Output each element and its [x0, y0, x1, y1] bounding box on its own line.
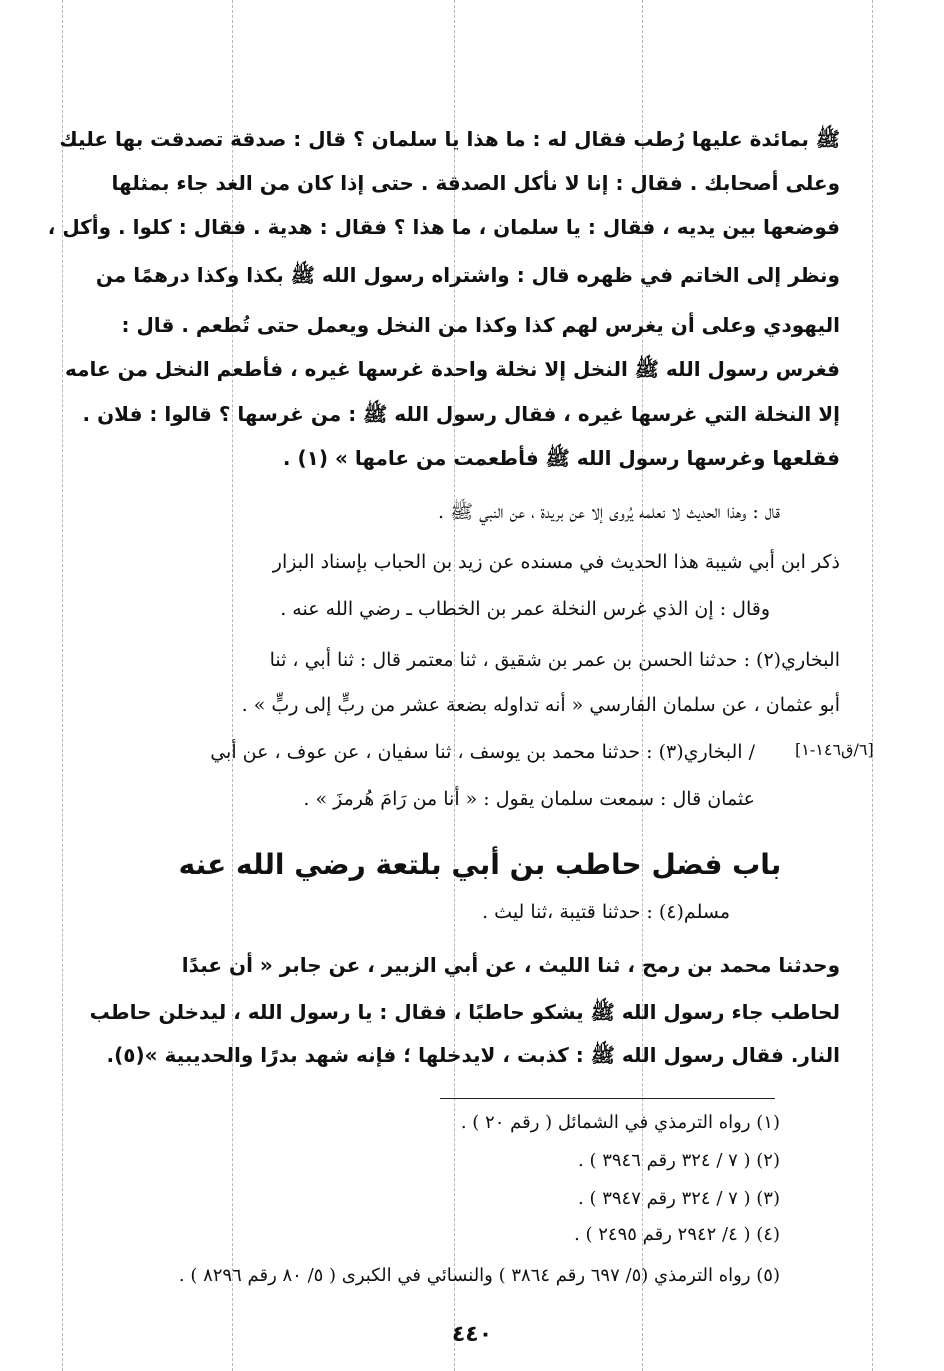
page-number: ٤٤٠	[451, 1322, 493, 1347]
guide-line	[872, 0, 873, 1371]
footnote: (٤) ( ٤/ ٢٩٤٢ رقم ٢٤٩٥ ) .	[574, 1224, 780, 1245]
text-line: لحاطب جاء رسول الله ﷺ يشكو حاطبًا ، فقال : يا رسول الله ، ليدخلن حاطب	[89, 1000, 840, 1024]
text-line: ذكر ابن أبي شيبة هذا الحديث في مسنده عن زيد بن الحباب بإسناد البزار	[272, 551, 840, 573]
text-line: مسلم(٤) : حدثنا قتيبة ،ثنا ليث .	[482, 901, 730, 923]
text-line: عثمان قال : سمعت سلمان يقول : « أنا من رَامَ هُرمزَ » .	[303, 788, 755, 810]
text-line: إلا النخلة التي غرسها غيره ، فقال رسول الله ﷺ : من غرسها ؟ قالوا : فلان .	[82, 402, 840, 426]
margin-manuscript-ref: [٦/ق١٤٦-١]	[795, 740, 874, 759]
commentary-paragraph: قال : وهذا الحديث لا نعلمه يُروى إلا عن بريدة ، عن النبي ﷺ .	[438, 501, 780, 523]
text-line: فقلعها وغرسها رسول الله ﷺ فأطعمت من عامها » (١) .	[282, 446, 840, 470]
guide-line	[62, 0, 63, 1371]
text-line: / البخاري(٣) : حدثنا محمد بن يوسف ، ثنا سفيان ، عن عوف ، عن أبي	[210, 741, 755, 763]
footnote: (٥) رواه الترمذي (٥/ ٦٩٧ رقم ٣٨٦٤ ) والنسائي في الكبرى ( ٥/ ٨٠ رقم ٨٢٩٦ ) .	[178, 1265, 780, 1286]
section-heading: باب فضل حاطب بن أبي بلتعة رضي الله عنه	[178, 848, 782, 881]
text-line: وعلى أصحابك . فقال : إنا لا نأكل الصدقة . حتى إذا كان من الغد جاء بمثلها	[111, 171, 840, 195]
text-line: فغرس رسول الله ﷺ النخل إلا نخلة واحدة غرسها غيره ، فأطعم النخل من عامه	[64, 357, 840, 381]
footnote: (١) رواه الترمذي في الشمائل ( رقم ٢٠ ) .	[460, 1112, 780, 1133]
text-line: وحدثنا محمد بن رمح ، ثنا الليث ، عن أبي الزبير ، عن جابر « أن عبدًا	[181, 953, 840, 977]
text-line: ﷺ بمائدة عليها رُطب فقال له : ما هذا يا سلمان ؟ قال : صدقة تصدقت بها عليك	[59, 127, 840, 151]
text-line: النار. فقال رسول الله ﷺ : كذبت ، لايدخلها ؛ فإنه شهد بدرًا والحديبية »(٥).	[106, 1043, 840, 1067]
footnote-separator	[440, 1098, 775, 1099]
guide-line	[232, 0, 233, 1371]
text-line: ونظر إلى الخاتم في ظهره قال : واشتراه رسول الله ﷺ بكذا وكذا درهمًا من	[95, 263, 840, 287]
footnote: (٣) ( ٧ / ٣٢٤ رقم ٣٩٤٧ ) .	[578, 1188, 780, 1209]
footnote: (٢) ( ٧ / ٣٢٤ رقم ٣٩٤٦ ) .	[578, 1150, 780, 1171]
text-line: فوضعها بين يديه ، فقال : يا سلمان ، ما هذا ؟ فقال : هدية . فقال : كلوا . وأكل ،	[47, 215, 840, 239]
text-line: اليهودي وعلى أن يغرس لهم كذا وكذا من النخل ويعمل حتى تُطعم . قال :	[121, 313, 840, 337]
text-line: أبو عثمان ، عن سلمان الفارسي « أنه تداوله بضعة عشر من ربٍّ إلى ربٍّ » .	[241, 694, 840, 716]
text-line: وقال : إن الذي غرس النخلة عمر بن الخطاب ـ رضي الله عنه .	[280, 598, 770, 620]
text-line: البخاري(٢) : حدثنا الحسن بن عمر بن شقيق ، ثنا معتمر قال : ثنا أبي ، ثنا	[269, 649, 840, 671]
